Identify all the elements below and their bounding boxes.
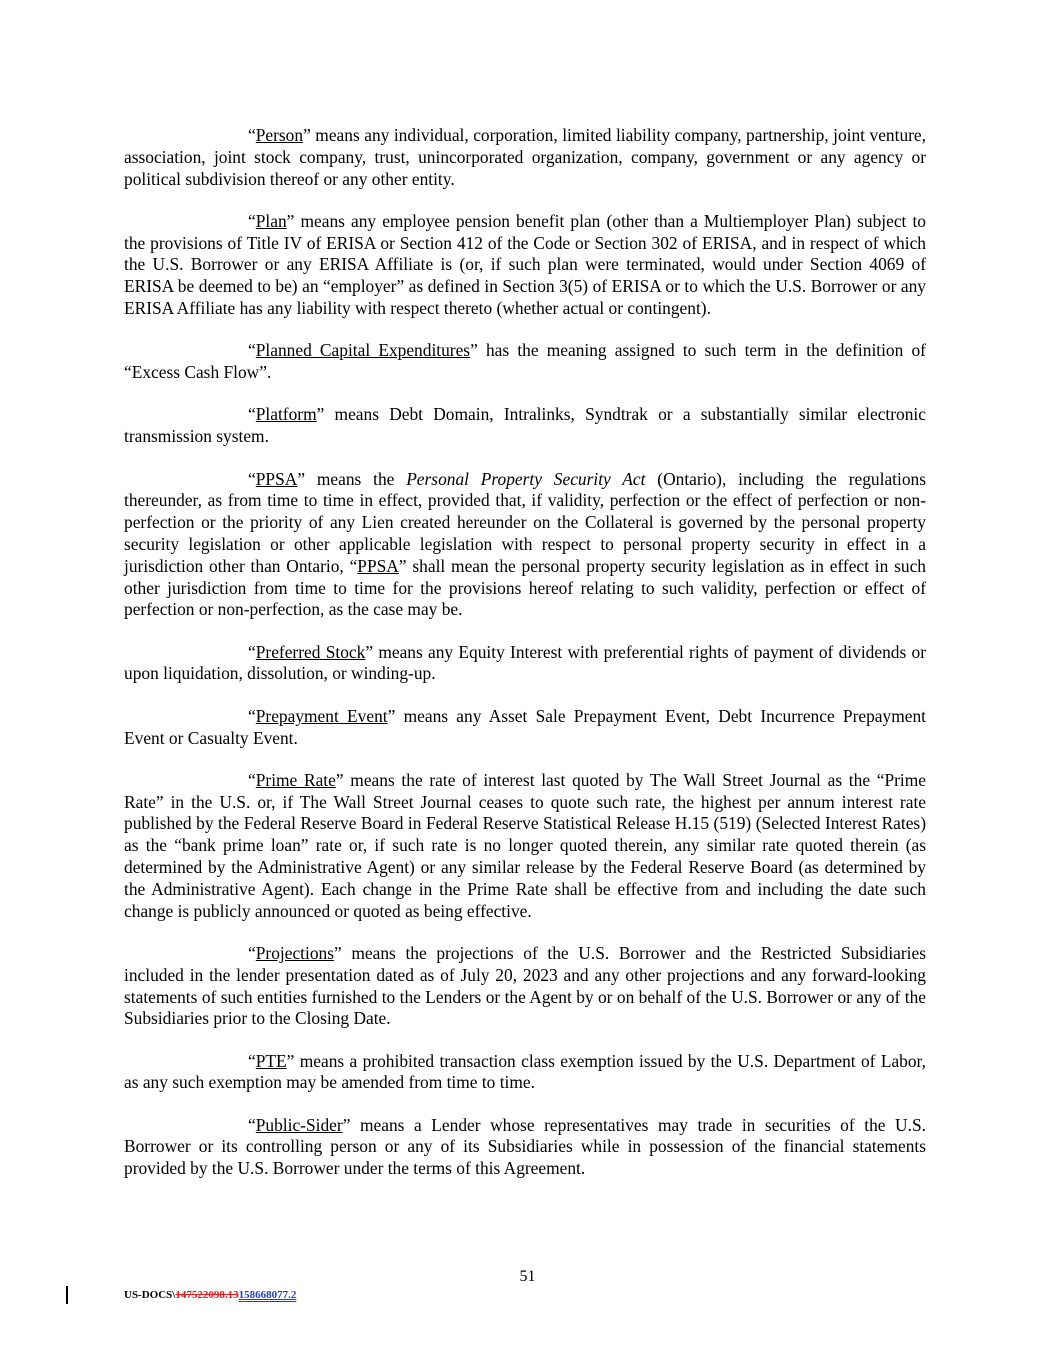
definition-prime-rate: “Prime Rate” means the rate of interest last quoted by The Wall Street Journal as the “Prime Rate” in the U.S. or, if The Wall Street Journal ceases to quote such rate, the highest per annum interest rate published by the Federal Reserve Board in Federal Reserve Statistical Release H.15 (519) (Selected Interest Rates) as the “bank prime loan” rate or, if such rate is no longer quoted therein, any similar rate quoted therein (as determined by the Administrative Agent) or any similar release by the Federal Reserve Board (as determined by the Administrative Agent). Each change in the Prime Rate shall be effective from and including the date such change is publicly announced or quoted as being effective. — [124, 769, 926, 921]
defined-term-inline: PPSA — [357, 555, 399, 576]
definition-ppsa: “PPSA” means the Personal Property Security Act (Ontario), including the regulations thereunder, as from time to time in effect, provided that, if validity, perfection or the effect of perfection or non-perfection or the priority of any Lien created hereunder on the Collateral is governed by the personal property security legislation or other applicable legislation with respect to personal property security in effect in a jurisdiction other than Ontario, “PPSA” shall mean the personal property security legislation as in effect in such other jurisdiction from time to time for the provisions hereof relating to such validity, perfection or effect of perfection or non-perfection, as the case may be. — [124, 468, 926, 620]
definition-pte: “PTE” means a prohibited transaction class exemption issued by the U.S. Department of Labor, as any such exemption may be amended from time to time. — [124, 1050, 926, 1093]
inserted-doc-id: 158668077.2 — [238, 1289, 297, 1301]
defined-term: Platform — [255, 404, 317, 425]
defined-term: Prime Rate — [255, 769, 336, 790]
definition-planned-capital-expenditures: “Planned Capital Expenditures” has the meaning assigned to such term in the definition of “Excess Cash Flow”. — [124, 340, 926, 383]
definition-platform: “Platform” means Debt Domain, Intralinks, Syndtrak or a substantially similar electronic transmission system. — [124, 404, 926, 447]
statute-title: Personal Property Security Act — [406, 468, 646, 489]
definition-projections: “Projections” means the projections of the U.S. Borrower and the Restricted Subsidiaries included in the lender presentation dated as of July 20, 2023 and any other projections and any forward-looking statements of such entities furnished to the Lenders or the Agent by or on behalf of the U.S. Borrower or any of the Subsidiaries prior to the Closing Date. — [124, 942, 926, 1029]
revision-change-bar — [66, 1286, 68, 1304]
defined-term: Plan — [255, 210, 287, 231]
defined-term: Person — [255, 125, 304, 145]
doc-prefix: US-DOCS\ — [124, 1289, 176, 1301]
document-body — [124, 125, 926, 1201]
definition-person: “Person” means any individual, corporation, limited liability company, partnership, joint venture, association, joint stock company, trust, unincorporated organization, company, government or any agency or political subdivision thereof or any other entity. — [124, 125, 926, 189]
defined-term: PTE — [255, 1050, 287, 1071]
defined-term: Projections — [255, 942, 334, 963]
defined-term: Planned Capital Expenditures — [255, 340, 471, 361]
defined-term: Public-Sider — [255, 1114, 343, 1135]
page-number: 51 — [519, 1268, 536, 1285]
definition-plan: “Plan” means any employee pension benefit plan (other than a Multiemployer Plan) subject to the provisions of Title IV of ERISA or Section 412 of the Code or Section 302 of ERISA, and in respect of which the U.S. Borrower or any ERISA Affiliate is (or, if such plan were terminated, would under Section 4069 of ERISA be deemed to be) an “employer” as defined in Section 3(5) of ERISA or to which the U.S. Borrower or any ERISA Affiliate has any liability with respect thereto (whether actual or contingent). — [124, 210, 926, 319]
defined-term: Preferred Stock — [255, 641, 366, 662]
defined-term: PPSA — [255, 468, 298, 489]
definition-public-sider: “Public-Sider” means a Lender whose representatives may trade in securities of the U.S. Borrower or its controlling person or any of its Subsidiaries while in possession of the financial statements provided by the U.S. Borrower under the terms of this Agreement. — [124, 1114, 926, 1179]
defined-term: Prepayment Event — [255, 705, 388, 726]
definition-prepayment-event: “Prepayment Event” means any Asset Sale Prepayment Event, Debt Incurrence Prepayment Event or Casualty Event. — [124, 705, 926, 748]
definition-preferred-stock: “Preferred Stock” means any Equity Interest with preferential rights of payment of dividends or upon liquidation, dissolution, or winding-up. — [124, 641, 926, 684]
deleted-doc-id: 147522098.13 — [175, 1289, 239, 1301]
document-id-footer — [124, 1289, 296, 1301]
